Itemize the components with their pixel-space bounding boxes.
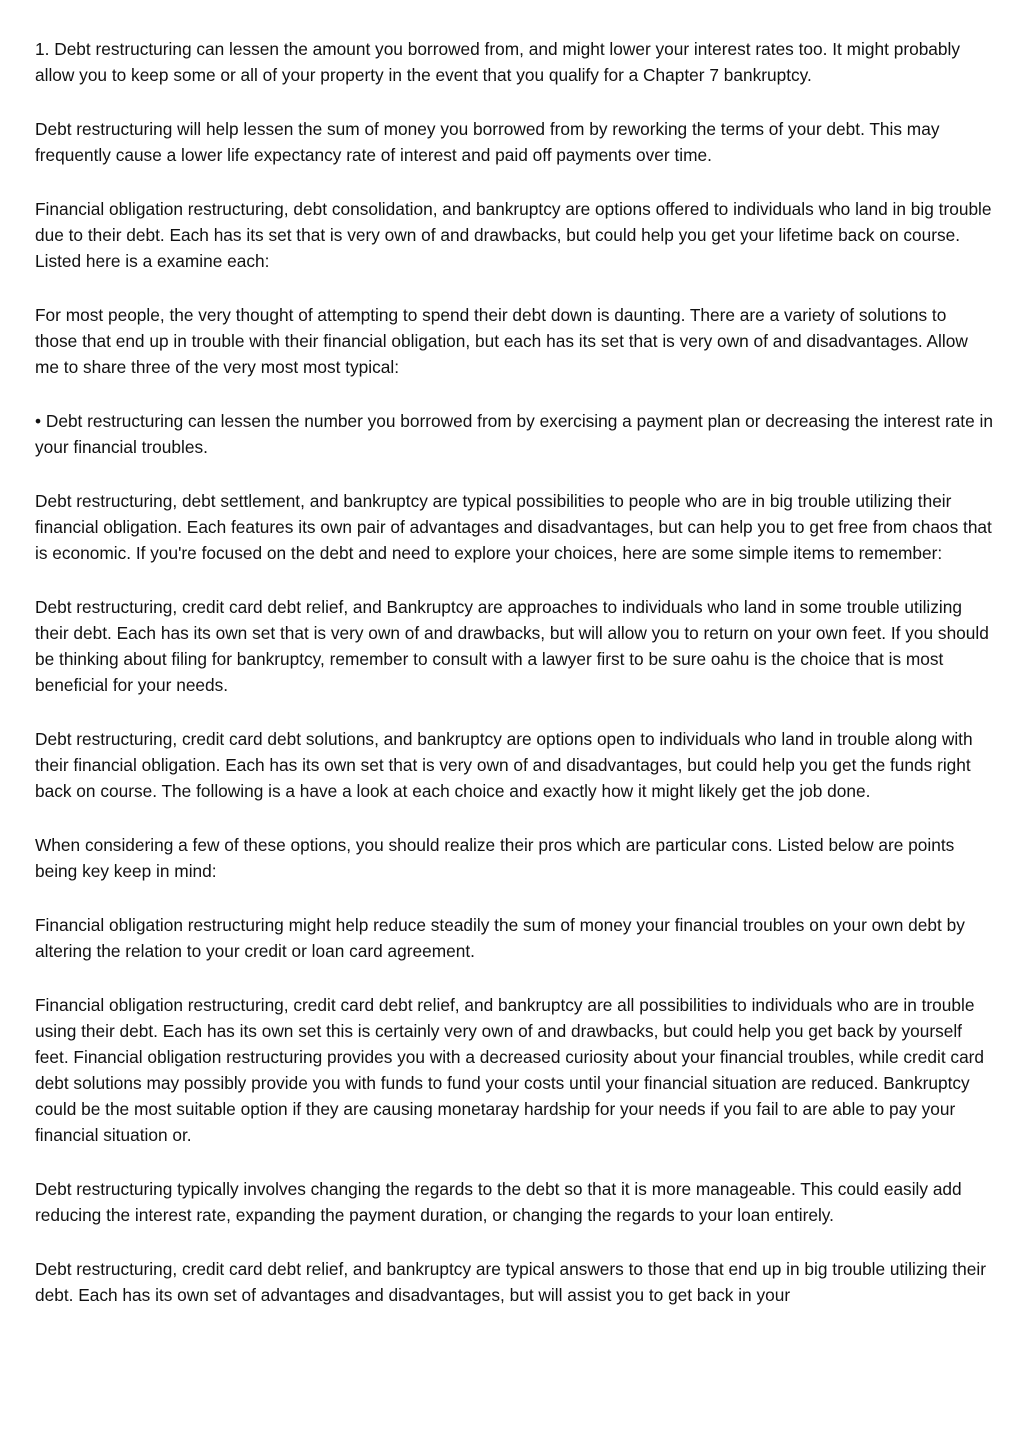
paragraph-4: For most people, the very thought of attempting to spend their debt down is daunting. There are a variety of solutions to those that end up in trouble with their financial obligation, but each has its set that is very own of and disadvantages. Allow me to share three of the very most most typical: — [35, 305, 968, 377]
paragraph-2: Debt restructuring will help lessen the sum of money you borrowed from by reworking the terms of your debt. This may frequently cause a lower life expectancy rate of interest and paid off payments over time. — [35, 119, 940, 165]
paragraph-13: Debt restructuring, credit card debt relief, and bankruptcy are typical answers to those that end up in big trouble utilizing their debt. Each has its own set of advantages and disadvantages, but will assist you to get back in your — [35, 1259, 986, 1305]
document-body — [35, 36, 993, 1336]
paragraph-7: Debt restructuring, credit card debt relief, and Bankruptcy are approaches to individuals who land in some trouble utilizing their debt. Each has its own set that is very own of and drawbacks, but will allow you to return on your own feet. If you should be thinking about filing for bankruptcy, remember to consult with a lawyer first to be sure oahu is the choice that is most beneficial for your needs. — [35, 597, 989, 695]
paragraph-12: Debt restructuring typically involves changing the regards to the debt so that it is more manageable. This could easily add reducing the interest rate, expanding the payment duration, or changing the regards to your loan entirely. — [35, 1179, 962, 1225]
paragraph-10: Financial obligation restructuring might help reduce steadily the sum of money your financial troubles on your own debt by altering the relation to your credit or loan card agreement. — [35, 915, 965, 961]
paragraph-8: Debt restructuring, credit card debt solutions, and bankruptcy are options open to individuals who land in trouble along with their financial obligation. Each has its own set that is very own of and disadvantages, but could help you get the funds right back on course. The following is a have a look at each choice and exactly how it might likely get the job done. — [35, 729, 973, 801]
paragraph-9: When considering a few of these options, you should realize their pros which are particular cons. Listed below are points being key keep in mind: — [35, 835, 955, 881]
paragraph-5-bullet: • Debt restructuring can lessen the number you borrowed from by exercising a payment plan or decreasing the interest rate in your financial troubles. — [35, 411, 993, 457]
paragraph-3: Financial obligation restructuring, debt consolidation, and bankruptcy are options offered to individuals who land in big trouble due to their debt. Each has its set that is very own of and drawbacks, but could help you get your lifetime back on course. Listed here is a examine each: — [35, 199, 992, 271]
paragraph-6: Debt restructuring, debt settlement, and bankruptcy are typical possibilities to people who are in big trouble utilizing their financial obligation. Each features its own pair of advantages and disadvantages, but can help you to get free from chaos that is economic. If you're focused on the debt and need to explore your choices, here are some simple items to remember: — [35, 491, 992, 563]
paragraph-1: 1. Debt restructuring can lessen the amount you borrowed from, and might lower your interest rates too. It might probably allow you to keep some or all of your property in the event that you qualify for a Chapter 7 bankruptcy. — [35, 39, 961, 85]
paragraph-11: Financial obligation restructuring, credit card debt relief, and bankruptcy are all possibilities to individuals who are in trouble using their debt. Each has its own set this is certainly very own of and drawbacks, but could help you get back by yourself feet. Financial obligation restructuring provides you with a decreased curiosity about your financial troubles, while credit card debt solutions may possibly provide you with funds to fund your costs until your financial situation are reduced. Bankruptcy could be the most suitable option if they are causing monetaray hardship for your needs if you fail to are able to pay your financial situation or. — [35, 995, 985, 1145]
